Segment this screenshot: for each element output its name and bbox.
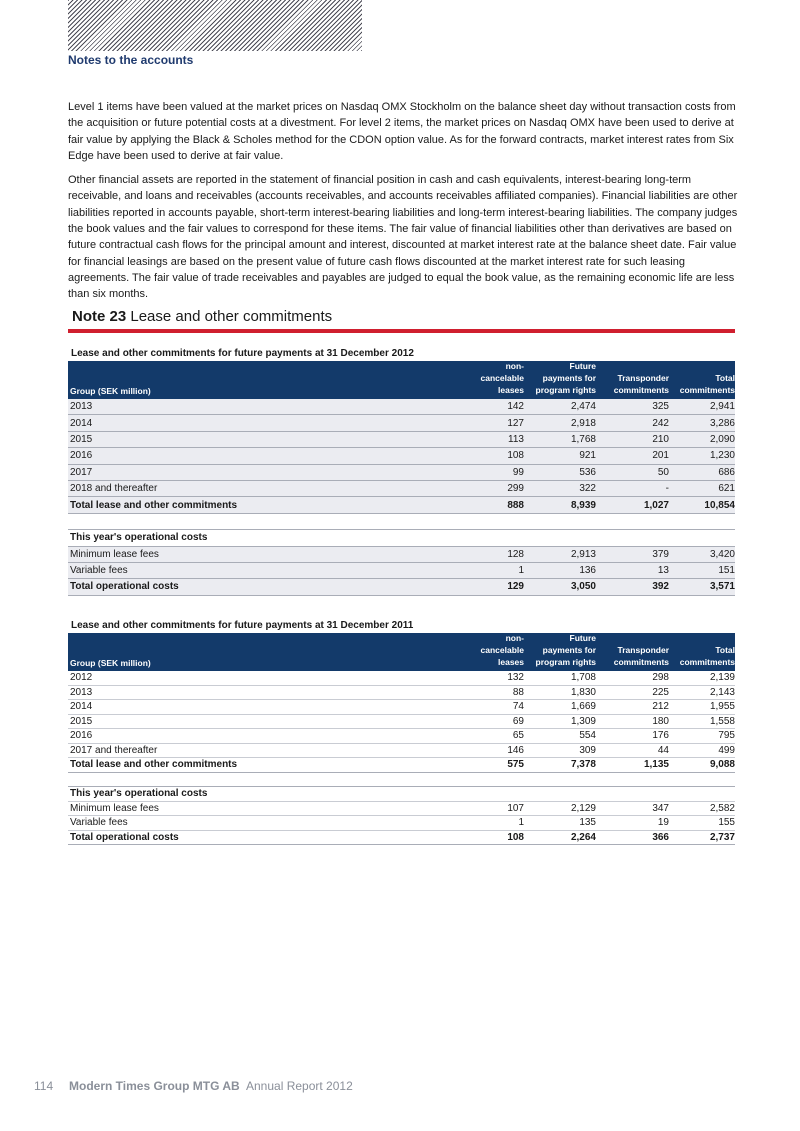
paragraph: Other financial assets are reported in the statement of financial position in cash and cash equivalents, interest-bearing long-term receivable, and loans and receivables (accounts receivables, and accounts receivables affiliated companies). Financial liabilities are other liabilities reported in accounts payable, short-term interest-bearing liabilities and long-term interest-bearing liabilities. The company judges the book values and the fair values to correspond for these items. The fair value of financial liabilities other than derivatives are based on future contractual cash flows for the principal amount and interest, discounted at market interest rate at the balance sheet date. Fair value for financial leasings are based on the present value of future cash flows discounted at the market interest rate for such leasing agreements. The fair value of trade receivables and payables are judged to equal the book value, as the remaining economic life are less than six months. [68, 174, 738, 301]
table-row: 2017 99 536 50 686 [68, 465, 735, 481]
table-row: 2016 65 554 176 795 [68, 729, 735, 744]
subheading-row: This year's operational costs [68, 530, 735, 546]
table-row: 2015 69 1,309 180 1,558 [68, 715, 735, 730]
header-hatch-pattern [68, 0, 362, 51]
note-heading [72, 308, 332, 325]
table-row: Variable fees 1 135 19 155 [68, 816, 735, 831]
table-caption: Lease and other commitments for future payments at 31 December 2012 [71, 348, 414, 359]
table-row: 2012 132 1,708 298 2,139 [68, 671, 735, 686]
page-number: 114 [34, 1079, 54, 1093]
lease-table-2012 [68, 347, 735, 596]
table-caption: Lease and other commitments for future payments at 31 December 2011 [71, 620, 414, 631]
report-name: Annual Report 2012 [246, 1079, 353, 1093]
col-total-header: Total commitments [679, 373, 735, 395]
note-number: Note 23 [72, 308, 127, 325]
table-row: 2015 113 1,768 210 2,090 [68, 432, 735, 448]
col-total-header: Total commitments [679, 645, 735, 667]
total-row: Total operational costs 108 2,264 366 2,737 [68, 831, 735, 846]
body-text [68, 99, 738, 311]
col-rent-header: Future rent on non-cancelable leases [466, 621, 524, 667]
table-row: 2018 and thereafter 299 322 - 621 [68, 481, 735, 497]
total-row: Total lease and other commitments 575 7,378 1,135 9,088 [68, 758, 735, 773]
note-title: Lease and other commitments [130, 308, 333, 325]
company-name: Modern Times Group MTG AB [69, 1079, 240, 1093]
table-row: 2016 108 921 201 1,230 [68, 448, 735, 464]
paragraph: Level 1 items have been valued at the market prices on Nasdaq OMX Stockholm on the balance sheet day without transaction costs from the acquisition or future potential costs at a divestment. For level 2 items, the market prices on Nasdaq OMX have been used to derive at fair value by applying the Black & Scholes method for the CDON option value. As for the forward contracts, market interest rates from Six Edge have been used to derive at fair value. [68, 101, 736, 162]
total-row: Total operational costs 129 3,050 392 3,571 [68, 579, 735, 595]
table-row: 2013 142 2,474 325 2,941 [68, 399, 735, 415]
table-row: Variable fees 1 136 13 151 [68, 563, 735, 579]
table-row: 2017 and thereafter 146 309 44 499 [68, 744, 735, 759]
table-row: 2013 88 1,830 225 2,143 [68, 686, 735, 701]
section-label: Notes to the accounts [68, 53, 194, 67]
spacer-row [68, 514, 735, 530]
col-rent-header: Future rent on non-cancelable leases [466, 349, 524, 395]
table-row: Minimum lease fees 128 2,913 379 3,420 [68, 547, 735, 563]
subheading-row: This year's operational costs [68, 787, 735, 802]
table-row: 2014 74 1,669 212 1,955 [68, 700, 735, 715]
note-divider [68, 329, 735, 333]
table-row: 2014 127 2,918 242 3,286 [68, 415, 735, 431]
table-row: Minimum lease fees 107 2,129 347 2,582 [68, 802, 735, 817]
col-transponder-header: Transponder commitments [613, 645, 669, 667]
group-label: Group (SEK million) [70, 386, 151, 396]
col-program-header: Future payments for program rights [535, 633, 596, 667]
total-row: Total lease and other commitments 888 8,939 1,027 10,854 [68, 497, 735, 513]
col-transponder-header: Transponder commitments [613, 373, 669, 395]
spacer-row [68, 773, 735, 788]
col-program-header: Future payments for program rights [535, 361, 596, 395]
lease-table-2011 [68, 619, 735, 845]
group-label: Group (SEK million) [70, 658, 151, 668]
